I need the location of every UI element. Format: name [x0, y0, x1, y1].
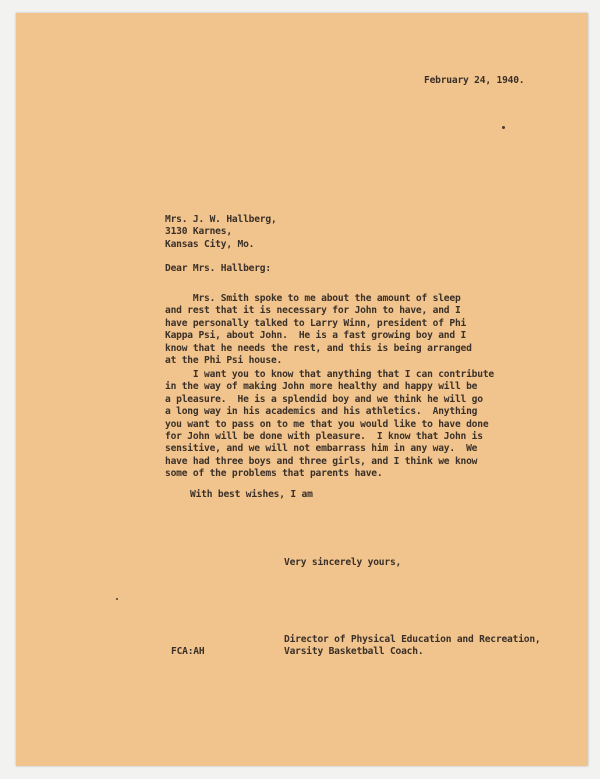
paragraph-line: you want to pass on to me that you would like to have done	[165, 418, 489, 430]
signer-title-line: Director of Physical Education and Recreation,	[284, 634, 541, 645]
paragraph-line: for John will be done with pleasure. I know that John is	[165, 431, 483, 443]
paragraph-line: have had three boys and three girls, and I think we know	[165, 455, 478, 467]
paper-speck	[502, 126, 505, 129]
paragraph-line: in the way of making John more healthy and happy will be	[165, 381, 478, 393]
recipient-address	[165, 214, 277, 251]
paper-speck	[116, 598, 118, 600]
paragraph-line: a pleasure. He is a splendid boy and we think he will go	[165, 393, 483, 405]
paragraph-line: and rest that it is necessary for John to have, and I	[165, 305, 461, 317]
paragraph-line: some of the problems that parents have.	[165, 468, 383, 480]
paragraph-line: Mrs. Smith spoke to me about the amount of sleep	[165, 293, 461, 304]
signer-title	[284, 634, 541, 659]
paragraph-line: know that he needs the rest, and this is being arranged	[165, 342, 472, 354]
paragraph-line: I want you to know that anything that I can contribute	[165, 369, 494, 380]
salutation: Dear Mrs. Hallberg:	[165, 263, 271, 274]
paragraph-line: a long way in his academics and his athletics. Anything	[165, 406, 478, 418]
body-paragraph-1	[165, 293, 472, 367]
letter-date: February 24, 1940.	[424, 75, 525, 86]
sign-off: Very sincerely yours,	[284, 557, 402, 568]
recipient-city: Kansas City, Mo.	[165, 238, 255, 250]
recipient-street: 3130 Karnes,	[165, 226, 232, 238]
paragraph-line: at the Phi Psi house.	[165, 355, 283, 367]
signer-title-line: Varsity Basketball Coach.	[284, 646, 424, 658]
letter-sheet	[16, 13, 588, 766]
closing-line: With best wishes, I am	[190, 489, 313, 500]
paragraph-line: have personally talked to Larry Winn, president of Phi	[165, 317, 467, 329]
paragraph-line: sensitive, and we will not embarrass him in any way. We	[165, 443, 478, 455]
body-paragraph-2	[165, 369, 494, 481]
paragraph-line: Kappa Psi, about John. He is a fast growing boy and I	[165, 330, 467, 342]
typist-initials: FCA:AH	[171, 646, 205, 657]
recipient-name: Mrs. J. W. Hallberg,	[165, 214, 277, 225]
